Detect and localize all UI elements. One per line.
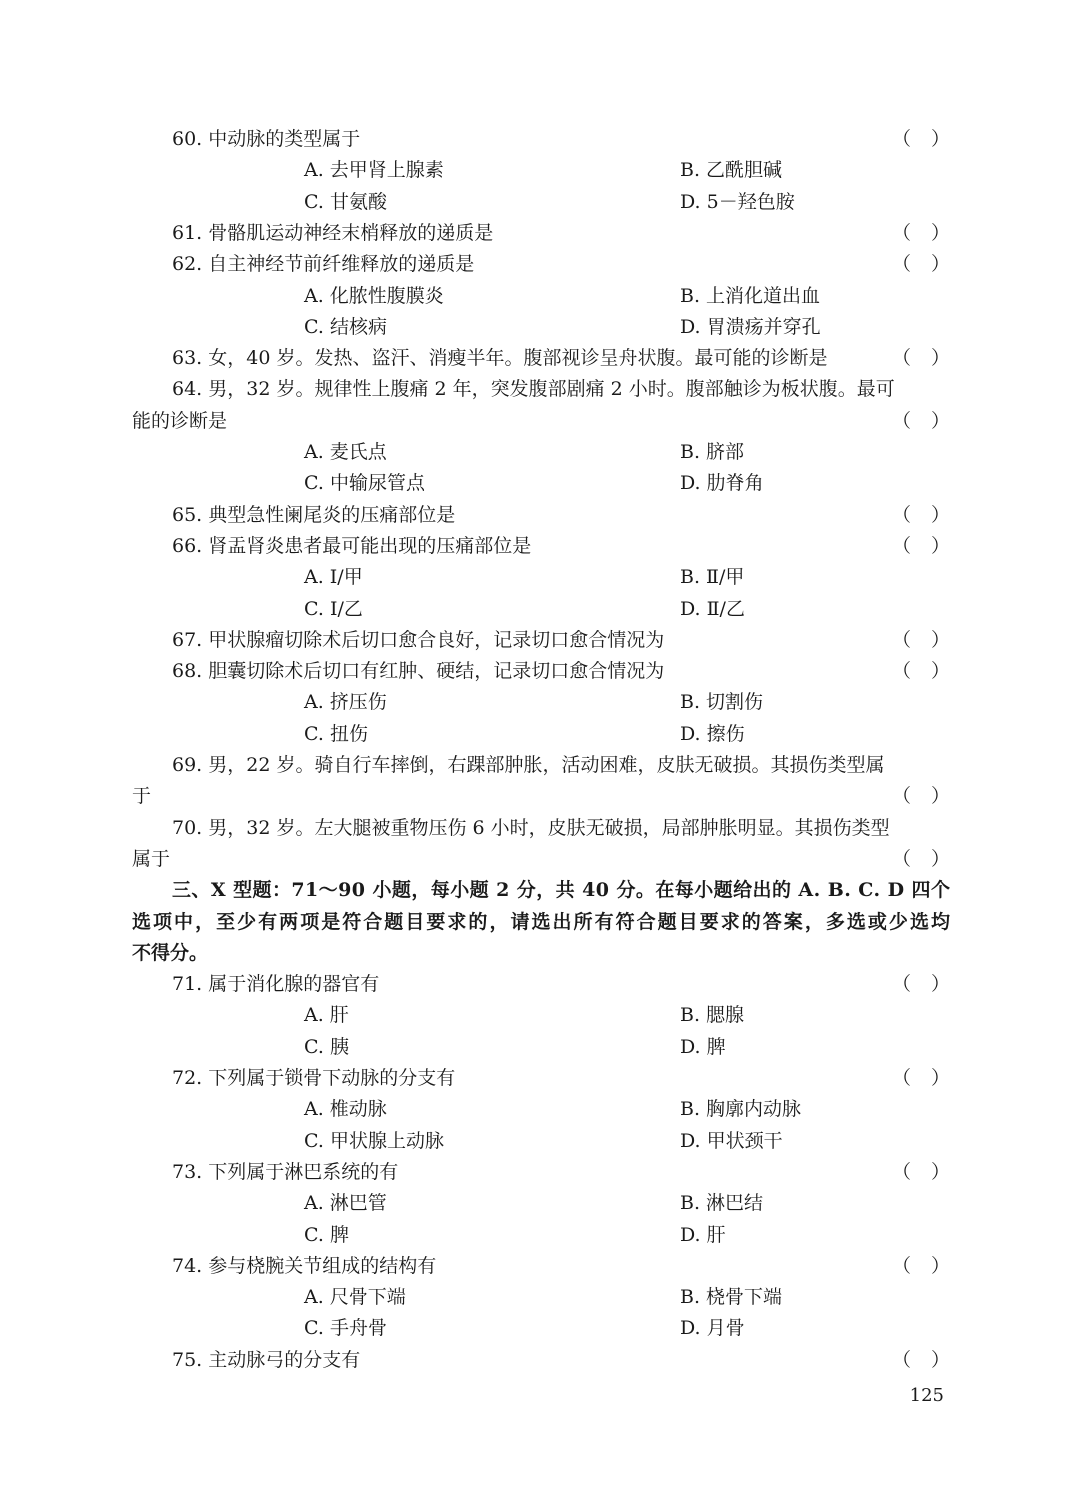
section-heading-text: 不得分。 [132,941,209,964]
option-row [132,312,950,343]
answer-bracket [892,1157,950,1188]
question-line [172,249,950,280]
option-right: D. 擦伤 [680,722,745,745]
question-text: 64. 男，32 岁。规律性上腹痛 2 年，突发腹部剧痛 2 小时。腹部触诊为板状腹。最可 [172,378,895,401]
option-right: B. 乙酰胆碱 [680,159,783,182]
bracket-open: （ [892,847,912,870]
option-row [132,594,950,625]
bracket-close: ） [930,973,950,996]
option-left: C. 扭伤 [304,722,368,745]
option-right: B. 上消化道出血 [680,284,821,307]
option-left: A. 淋巴管 [304,1192,387,1215]
option-left: A. 尺骨下端 [304,1286,406,1309]
bracket-open: （ [892,128,912,150]
option-left: A. 挤压伤 [304,691,387,714]
bracket-close: ） [930,503,950,526]
option-row [132,687,950,718]
bracket-close: ） [930,847,950,870]
option-left: C. 甘氨酸 [304,190,387,213]
option-row [132,1126,950,1157]
bracket-close: ） [930,128,950,150]
question-text: 67. 甲状腺瘤切除术后切口愈合良好，记录切口愈合情况为 [172,628,665,651]
question-line [172,625,950,656]
section-heading-line [172,875,950,906]
option-right: B. 淋巴结 [680,1192,764,1215]
bracket-open: （ [892,628,912,651]
question-line [172,969,950,1000]
question-text: 62. 自主神经节前纤维释放的递质是 [172,253,475,276]
bracket-close: ） [930,221,950,244]
answer-bracket [892,781,950,812]
option-row [132,187,950,218]
option-left: A. 去甲肾上腺素 [304,159,444,182]
option-right: D. Ⅱ/乙 [680,597,745,620]
section-heading-line [132,907,953,938]
option-row [132,468,950,499]
bracket-close: ） [930,1254,950,1277]
question-text: 63. 女，40 岁。发热、盗汗、消瘦半年。腹部视诊呈舟状腹。最可能的诊断是 [172,347,828,370]
answer-bracket [892,124,950,155]
bracket-open: （ [892,973,912,996]
answer-bracket [892,406,950,437]
question-text: 75. 主动脉弓的分支有 [172,1348,361,1371]
bracket-close: ） [930,628,950,651]
section-heading-line [132,938,950,969]
option-left: C. 胰 [304,1035,349,1058]
option-right: B. 腮腺 [680,1004,745,1027]
bracket-close: ） [930,1160,950,1183]
question-line [172,343,950,374]
option-left: C. 结核病 [304,315,387,338]
question-continuation [132,844,950,875]
bracket-close: ） [930,534,950,557]
option-left: A. Ⅰ/甲 [304,566,363,589]
question-text: 于 [132,785,152,808]
question-continuation [132,781,950,812]
question-line [172,813,950,844]
question-text: 71. 属于消化腺的器官有 [172,973,380,996]
answer-bracket [892,1063,950,1094]
answer-bracket [892,1251,950,1282]
question-text: 属于 [132,847,171,870]
option-left: A. 麦氏点 [304,441,387,463]
question-text: 69. 男，22 岁。骑自行车摔倒，右踝部肿胀，活动困难，皮肤无破损。其损伤类型属 [172,754,885,776]
question-line [172,218,950,249]
option-left: A. 椎动脉 [304,1098,387,1121]
option-right: B. 桡骨下端 [680,1286,783,1309]
answer-bracket [892,625,950,656]
question-text: 能的诊断是 [132,409,228,432]
section-heading-text: 选项中，至少有两项是符合题目要求的，请选出所有符合题目要求的答案，多选或少选均 [132,910,953,933]
question-line [172,124,950,155]
question-line [172,1157,950,1188]
question-line [172,531,950,562]
bracket-close: ） [930,1067,950,1089]
answer-bracket [892,343,950,374]
bracket-open: （ [892,1160,912,1183]
question-line [172,374,950,405]
option-row [132,1313,950,1344]
option-right: B. Ⅱ/甲 [680,566,745,589]
bracket-close: ） [930,785,950,808]
bracket-open: （ [892,1348,912,1371]
bracket-open: （ [892,1254,912,1277]
bracket-close: ） [930,409,950,432]
option-right: D. 5－羟色胺 [680,190,795,213]
option-left: C. 中输尿管点 [304,472,425,495]
option-row [132,719,950,750]
bracket-open: （ [892,785,912,808]
option-right: D. 脾 [680,1035,726,1058]
option-row [132,437,950,468]
option-right: D. 月骨 [680,1317,745,1340]
option-row [132,281,950,312]
answer-bracket [892,531,950,562]
answer-bracket [892,500,950,531]
option-left: A. 化脓性腹膜炎 [304,284,444,307]
option-row [132,1188,950,1219]
option-row [132,1094,950,1125]
bracket-close: ） [930,253,950,276]
bracket-open: （ [892,347,912,370]
option-row [132,1220,950,1251]
answer-bracket [892,249,950,280]
question-line [172,656,950,687]
bracket-open: （ [892,534,912,557]
answer-bracket [892,844,950,875]
page-number: 125 [909,1385,944,1406]
option-row [132,155,950,186]
option-row [132,562,950,593]
answer-bracket [892,656,950,687]
option-right: D. 肋脊角 [680,472,764,495]
bracket-open: （ [892,253,912,276]
bracket-open: （ [892,409,912,432]
bracket-open: （ [892,221,912,244]
question-text: 68. 胆囊切除术后切口有红肿、硬结，记录切口愈合情况为 [172,660,665,683]
question-line [172,1251,950,1282]
bracket-open: （ [892,660,912,683]
question-text: 66. 肾盂肾炎患者最可能出现的压痛部位是 [172,534,532,557]
option-row [132,1282,950,1313]
question-line [172,1345,950,1376]
question-text: 72. 下列属于锁骨下动脉的分支有 [172,1067,456,1089]
option-left: C. Ⅰ/乙 [304,597,363,620]
bracket-close: ） [930,347,950,370]
bracket-close: ） [930,1348,950,1371]
bracket-close: ） [930,660,950,683]
answer-bracket [892,218,950,249]
option-row [132,1032,950,1063]
option-left: C. 甲状腺上动脉 [304,1129,444,1152]
question-text: 61. 骨骼肌运动神经末梢释放的递质是 [172,221,494,244]
option-right: D. 肝 [680,1223,726,1246]
question-line [172,750,950,781]
bracket-open: （ [892,503,912,526]
option-left: A. 肝 [304,1004,349,1027]
question-continuation [132,406,950,437]
question-text: 65. 典型急性阑尾炎的压痛部位是 [172,503,456,526]
option-right: B. 胸廓内动脉 [680,1098,802,1121]
option-left: C. 脾 [304,1223,349,1246]
answer-bracket [892,969,950,1000]
option-right: B. 脐部 [680,441,745,463]
question-text: 74. 参与桡腕关节组成的结构有 [172,1254,437,1277]
option-right: D. 胃溃疡并穿孔 [680,315,821,338]
answer-bracket [892,1345,950,1376]
option-right: B. 切割伤 [680,691,764,714]
option-left: C. 手舟骨 [304,1317,387,1340]
question-line [172,1063,950,1094]
question-text: 60. 中动脉的类型属于 [172,128,361,150]
question-text: 73. 下列属于淋巴系统的有 [172,1160,399,1183]
bracket-open: （ [892,1067,912,1089]
question-line [172,500,950,531]
question-text: 70. 男，32 岁。左大腿被重物压伤 6 小时，皮肤无破损，局部肿胀明显。其损伤类型 [172,816,890,839]
option-right: D. 甲状颈干 [680,1129,783,1152]
section-heading-text: 三、X 型题：71～90 小题，每小题 2 分，共 40 分。在每小题给出的 A. B. C. D 四个 [172,879,951,902]
option-row [132,1000,950,1031]
